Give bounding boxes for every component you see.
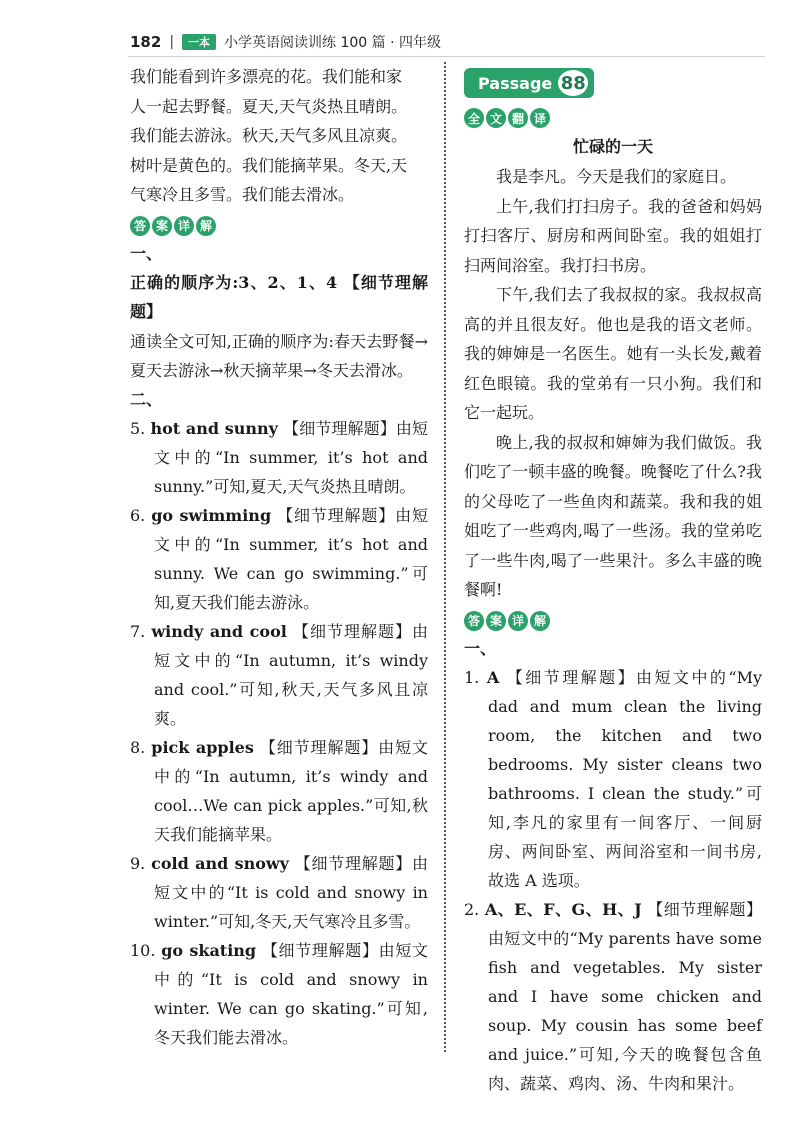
item-answer: A、E、F、G、H、J — [484, 899, 642, 919]
item-number: 6. — [130, 505, 146, 525]
answer-item-1 — [464, 663, 762, 895]
passage-label — [464, 68, 594, 98]
badge-char: 答 — [464, 611, 484, 631]
section-heading-1: 一、 — [130, 243, 163, 263]
badge-char: 全 — [464, 108, 484, 128]
badge-char: 译 — [530, 108, 550, 128]
order-answer: 正确的顺序为:3、2、1、4 【细节理解题】 — [130, 272, 428, 321]
section-heading-1: 一、 — [464, 638, 497, 658]
item-answer: windy and cool — [151, 621, 287, 641]
item-explanation: 【细节理解题】由短文中的“It is cold and snowy in winter. We can go skating.”可知,冬天我们能去滑冰。 — [154, 940, 429, 1047]
item-answer: pick apples — [151, 737, 254, 757]
right-column — [464, 62, 762, 1098]
publisher-logo: 一本 — [182, 34, 216, 50]
answer-item-9 — [130, 849, 428, 936]
answer-item-8 — [130, 733, 428, 849]
full-translation-badge — [464, 108, 550, 128]
header-rule — [128, 56, 765, 57]
badge-char: 案 — [152, 216, 172, 236]
passage-word: Passage — [478, 73, 553, 93]
badge-char: 详 — [508, 611, 528, 631]
translation-line: 我们能去游泳。秋天,天气多风且凉爽。 — [130, 126, 408, 145]
item-explanation: 【细节理解题】由短文中的“My dad and mum clean the living room, the kitchen and two bedrooms. My sister cleans two bathrooms. I clean the study.”可知,李凡的家里有一间客厅、一间厨房、两间卧室、两间浴室和一间书房,故选 A 选项。 — [488, 667, 762, 890]
answer-item-2 — [464, 895, 762, 1098]
badge-char: 案 — [486, 611, 506, 631]
order-explanation: 通读全文可知,正确的顺序为:春天去野餐→夏天去游泳→秋天摘苹果→冬天去滑冰。 — [130, 331, 428, 380]
badge-char: 答 — [130, 216, 150, 236]
item-number: 5. — [130, 418, 146, 438]
translation-title: 忙碌的一天 — [572, 137, 653, 156]
item-explanation: 【细节理解题】由短文中的“My parents have some fish and vegetables. My sister and I have some chicken and soup. My cousin has some beef and juice.”可知,今天的晚餐包含鱼肉、蔬菜、鸡肉、汤、牛肉和果汁。 — [488, 899, 762, 1093]
translation-paragraph: 晚上,我的叔叔和婶婶为我们做饭。我们吃了一顿丰盛的晚餐。晚餐吃了什么?我的父母吃了一些鱼肉和蔬菜。我和我的姐姐吃了一些鸡肉,喝了一些汤。我的堂弟吃了一些牛肉,喝了一些果汁。多么丰盛的晚餐啊! — [464, 432, 762, 599]
item-answer: go swimming — [151, 505, 272, 525]
translation-line: 我们能看到许多漂亮的花。我们能和家 — [130, 67, 403, 86]
left-column — [130, 62, 428, 1052]
answer-item-6 — [130, 501, 428, 617]
translation-paragraph: 我是李凡。今天是我们的家庭日。 — [496, 167, 737, 186]
item-answer: A — [486, 667, 500, 687]
item-number: 1. — [464, 667, 480, 687]
item-number: 2. — [464, 899, 480, 919]
item-number: 10. — [130, 940, 156, 960]
badge-char: 解 — [530, 611, 550, 631]
translation-paragraph: 下午,我们去了我叔叔的家。我叔叔高高的并且很友好。他也是我的语文老师。我的婶婶是一名医生。她有一头长发,戴着红色眼镜。我的堂弟有一只小狗。我们和它一起玩。 — [464, 285, 762, 422]
item-explanation: 【细节理解题】由短文中的“In autumn, it’s windy and cool.”可知,秋天,天气多风且凉爽。 — [154, 621, 428, 728]
answer-explanation-badge — [464, 611, 550, 631]
item-number: 9. — [130, 853, 146, 873]
translation-line: 人一起去野餐。夏天,天气炎热且晴朗。 — [130, 96, 408, 116]
book-title: 小学英语阅读训练 100 篇 · 四年级 — [224, 35, 442, 51]
translation-line: 树叶是黄色的。我们能摘苹果。冬天,天 — [130, 155, 408, 175]
header-separator: | — [169, 34, 175, 50]
item-answer: hot and sunny — [150, 418, 278, 438]
page-number: 182 — [130, 33, 162, 51]
badge-char: 解 — [196, 216, 216, 236]
column-divider — [444, 62, 446, 1052]
item-number: 7. — [130, 621, 146, 641]
badge-char: 文 — [486, 108, 506, 128]
item-explanation: 【细节理解题】由短文中的“In summer, it’s hot and sunny. We can go swimming.”可知,夏天我们能去游泳。 — [154, 505, 428, 612]
passage-number: 88 — [558, 70, 588, 96]
item-explanation: 【细节理解题】由短文中的“In summer, it’s hot and sunny.”可知,夏天,天气炎热且晴朗。 — [154, 418, 428, 496]
answer-explanation-badge — [130, 216, 216, 236]
translation-paragraph: 上午,我们打扫房子。我的爸爸和妈妈打扫客厅、厨房和两间卧室。我的姐姐打扫两间浴室。我打扫书房。 — [464, 196, 762, 275]
badge-char: 翻 — [508, 108, 528, 128]
page-header — [130, 30, 441, 54]
section-heading-2: 二、 — [130, 389, 163, 409]
item-explanation: 【细节理解题】由短文中的“In autumn, it’s windy and cool…We can pick apples.”可知,秋天我们能摘苹果。 — [154, 737, 428, 844]
translation-line: 气寒冷且多雪。我们能去滑冰。 — [130, 185, 355, 204]
answer-item-10 — [130, 936, 428, 1052]
answer-item-7 — [130, 617, 428, 733]
item-answer: cold and snowy — [151, 853, 289, 873]
item-number: 8. — [130, 737, 146, 757]
answer-item-5 — [130, 414, 428, 501]
translation-continued — [130, 62, 428, 210]
badge-char: 详 — [174, 216, 194, 236]
item-explanation: 【细节理解题】由短文中的“It is cold and snowy in winter.”可知,冬天,天气寒冷且多雪。 — [154, 853, 428, 931]
item-answer: go skating — [161, 940, 257, 960]
